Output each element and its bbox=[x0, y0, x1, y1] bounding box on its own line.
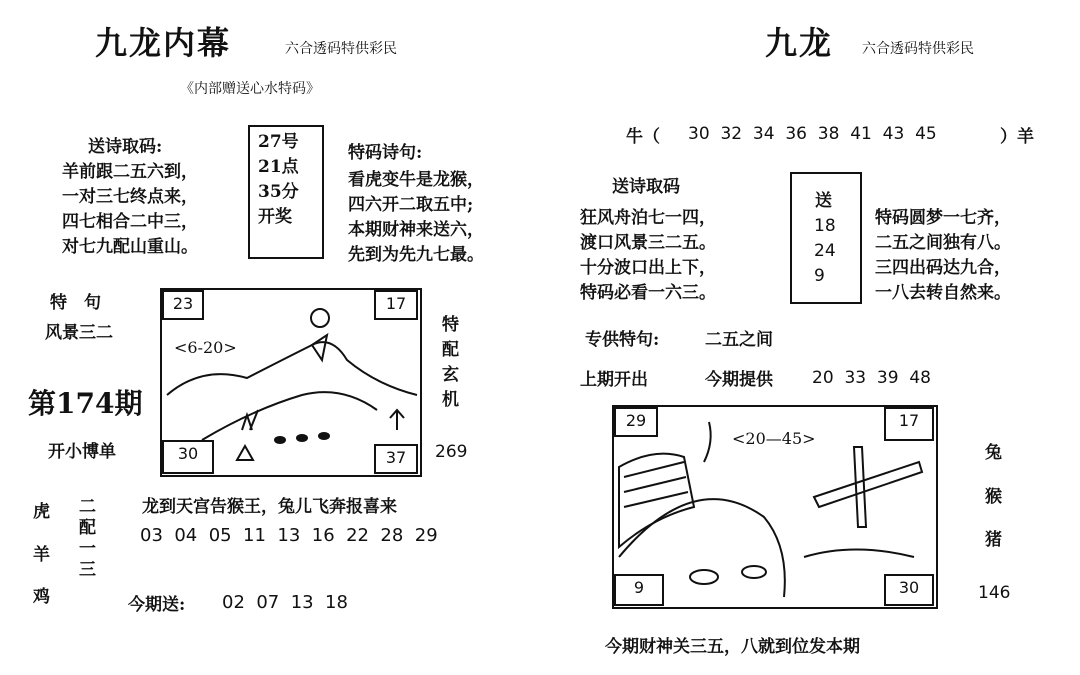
special-line: 三四出码达九合， bbox=[875, 258, 1011, 278]
poem-line: 四七相合二中三， bbox=[62, 212, 198, 232]
zodiac-item: 羊 bbox=[33, 545, 50, 565]
left-title: 九龙内幕 bbox=[95, 24, 232, 62]
poem-line: 特码必看一六三。 bbox=[580, 283, 716, 303]
goat-label: ）羊 bbox=[1000, 127, 1034, 147]
left-poem bbox=[62, 160, 198, 260]
issue-number: 第174期 bbox=[28, 387, 143, 420]
poem-line: 一对三七终点来， bbox=[62, 187, 198, 207]
corner-number: 9 bbox=[614, 574, 664, 606]
poem-line: 狂风舟泊七一四， bbox=[580, 208, 716, 228]
corner-number: 29 bbox=[614, 407, 658, 437]
right-poem bbox=[580, 206, 716, 306]
poem-line: 十分波口出上下， bbox=[580, 258, 716, 278]
right-special-poem bbox=[875, 206, 1011, 306]
corner-number: 23 bbox=[162, 290, 204, 320]
poem-line: 对七九配山重山。 bbox=[62, 237, 198, 257]
draw-date: 27号 bbox=[258, 132, 299, 152]
zodiac-item: 虎 bbox=[33, 502, 50, 522]
special-line: 一八去转自然来。 bbox=[875, 283, 1011, 303]
send-numbers bbox=[814, 214, 836, 289]
send-number: 18 bbox=[814, 216, 836, 236]
corner-number: 17 bbox=[374, 290, 418, 320]
send-number: 24 bbox=[814, 241, 836, 261]
special-line: 先到为先九七最。 bbox=[348, 245, 484, 265]
right-special-phrase-label: 专供特句: bbox=[585, 330, 660, 350]
right-today-label: 今期提供 bbox=[705, 370, 773, 390]
today-label: 今期送: bbox=[128, 595, 186, 615]
left-note: 《内部赠送心水特码》 bbox=[180, 81, 320, 97]
special-line: 四六开二取五中; bbox=[348, 195, 474, 215]
zodiac-item: 兔 bbox=[985, 443, 1002, 463]
left-special-poem bbox=[348, 168, 484, 268]
last-issue-label: 上期开出 bbox=[580, 370, 648, 390]
special-line: 本期财神来送六， bbox=[348, 220, 484, 240]
right-poem-heading: 送诗取码 bbox=[612, 177, 680, 197]
draw-label: 开奖 bbox=[258, 207, 292, 227]
left-subtitle: 六合透码特供彩民 bbox=[285, 41, 397, 57]
right-subtitle: 六合透码特供彩民 bbox=[862, 41, 974, 57]
corner-number: 17 bbox=[884, 407, 934, 441]
poem-line: 渡口风景三二五。 bbox=[580, 233, 716, 253]
bet-tip: 开小博单 bbox=[48, 442, 116, 462]
today-numbers: 02 07 13 18 bbox=[222, 592, 348, 613]
right-side-number: 146 bbox=[978, 583, 1011, 603]
side-text: 特配玄机 bbox=[438, 315, 458, 415]
pairing: 二配一三 bbox=[75, 497, 95, 581]
right-special-phrase: 二五之间 bbox=[705, 330, 773, 350]
number-list: 03 04 05 11 13 16 22 28 29 bbox=[140, 525, 438, 546]
corner-number: 30 bbox=[884, 574, 934, 606]
ox-label: 牛（ bbox=[626, 127, 660, 147]
draw-time bbox=[258, 130, 299, 230]
zodiac-item: 鸡 bbox=[33, 587, 50, 607]
zodiac-item: 猴 bbox=[985, 487, 1002, 507]
left-poem-heading: 送诗取码: bbox=[88, 137, 163, 157]
special-line: 特码圆梦一七齐， bbox=[875, 208, 1011, 228]
special-line: 二五之间独有八。 bbox=[875, 233, 1011, 253]
send-number: 9 bbox=[814, 266, 825, 286]
send-label: 送 bbox=[815, 191, 832, 211]
left-special-heading: 特码诗句: bbox=[348, 143, 423, 163]
poem-line: 羊前跟二五六到， bbox=[62, 162, 198, 182]
draw-hour: 21点 bbox=[258, 157, 299, 177]
corner-number: 37 bbox=[374, 444, 418, 474]
special-phrase: 风景三二 bbox=[45, 323, 113, 343]
special-line: 看虎变牛是龙猴， bbox=[348, 170, 484, 190]
left-picture-caption: <6-20> bbox=[174, 338, 237, 357]
right-title: 九龙 bbox=[765, 24, 834, 62]
right-picture-caption: <20—45> bbox=[732, 429, 816, 448]
right-today-numbers: 20 33 39 48 bbox=[812, 368, 931, 388]
side-number: 269 bbox=[435, 442, 468, 462]
ox-numbers: 30 32 34 36 38 41 43 45 bbox=[688, 124, 937, 144]
special-phrase-label: 特 句 bbox=[50, 293, 101, 313]
slogan: 龙到天宫告猴王，兔儿飞奔报喜来 bbox=[142, 497, 397, 517]
zodiac-item: 猪 bbox=[985, 530, 1002, 550]
corner-number: 30 bbox=[162, 440, 214, 474]
draw-minute: 35分 bbox=[258, 182, 299, 202]
right-footer: 今期财神关三五，八就到位发本期 bbox=[605, 637, 860, 657]
